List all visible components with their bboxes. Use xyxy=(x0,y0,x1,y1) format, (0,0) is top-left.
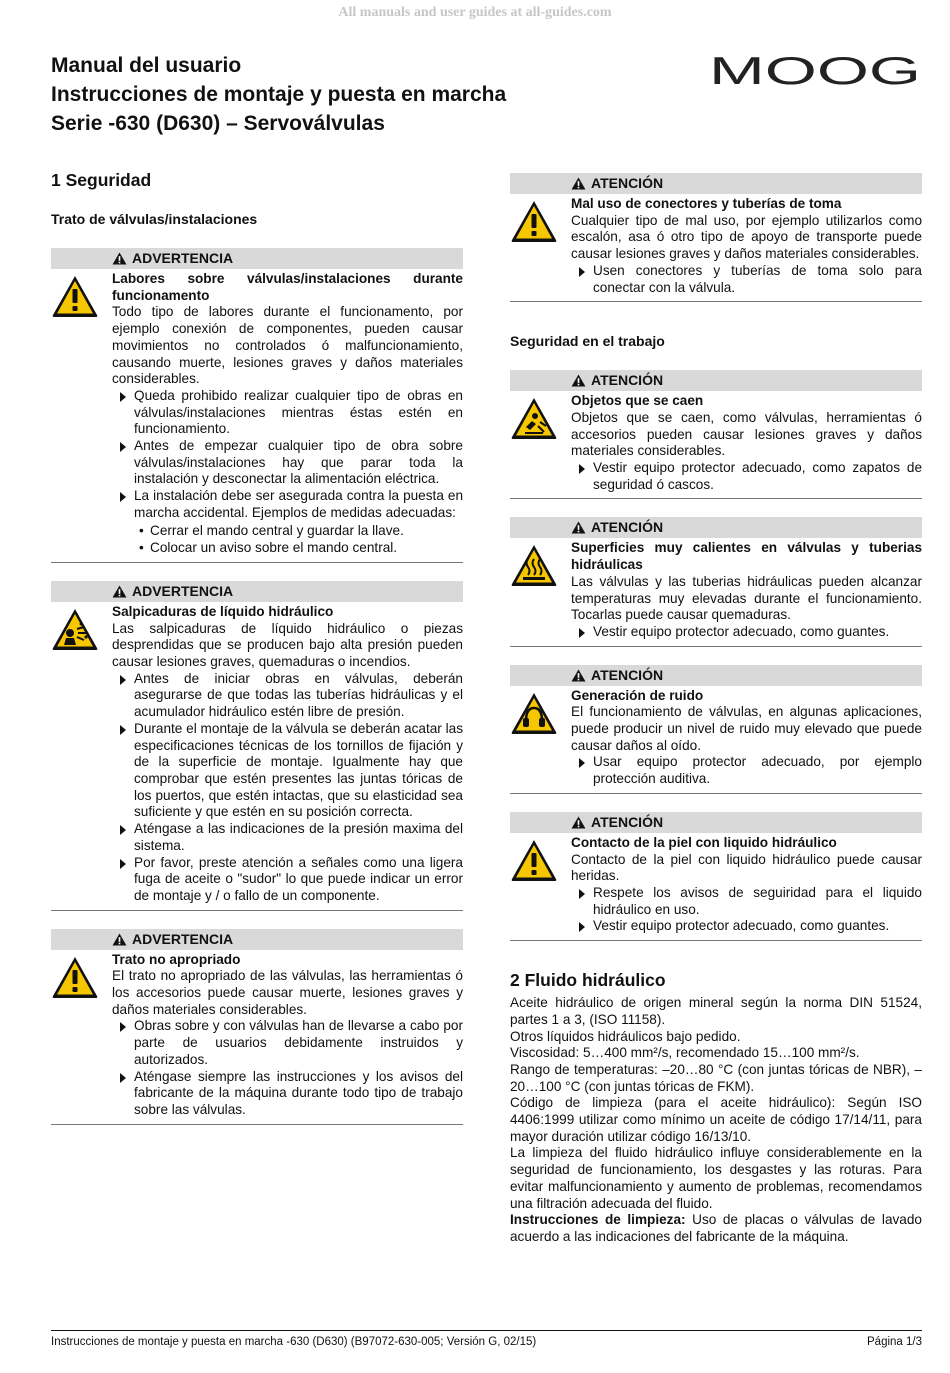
section-title: 2 Fluido hidráulico xyxy=(510,970,666,991)
warning-sign-icon xyxy=(571,177,586,190)
warning-box xyxy=(51,248,463,563)
caution-header xyxy=(510,517,922,538)
warning-sign-icon xyxy=(112,933,127,946)
svg-text:MOOG: MOOG xyxy=(709,54,921,86)
warning-title: Labores sobre válvulas/instalaciones durante funcionamento xyxy=(112,271,463,303)
sub-bullet-item: • Colocar un aviso sobre el mando central. xyxy=(139,540,398,556)
hydraulic-splash-icon xyxy=(51,607,99,651)
general-warning-icon xyxy=(510,199,558,243)
bullet-item: Obras sobre y con válvulas han de llevarse a cabo por parte de usuarios debidamente instruidos y autorizados. xyxy=(112,1018,463,1068)
bullet-item: Usen conectores y tuberías de toma solo para conectar con la válvula. xyxy=(571,263,922,296)
sub-bullet-item: • Cerrar el mando central y guardar la llave. xyxy=(139,522,404,538)
hot-surface-icon xyxy=(510,543,558,587)
bullet-arrow-icon xyxy=(120,442,126,452)
warning-sign-icon xyxy=(571,669,586,682)
noise-icon xyxy=(510,691,558,735)
caution-text: El funcionamiento de válvulas, en algunas aplicaciones, puede producir un nivel de ruido muy elevado que puede causar daños al oído. xyxy=(571,704,922,753)
moog-logo xyxy=(709,54,922,86)
paragraph: La limpieza del fluido hidráulico influye considerablemente en la seguridad de funcionamiento, los desgastes y las roturas. Para evitar malfuncionamiento y aumento de problemas, recomendamos una filtración adecuada del fluido. xyxy=(510,1145,922,1211)
warning-header xyxy=(51,581,463,602)
warning-title: Trato no apropriado xyxy=(112,951,241,967)
cleaning-text: Uso de placas o válvulas de lavado acuerdo a las indicaciones del fabricante de la máquina. xyxy=(510,1212,922,1244)
section-title: 1 Seguridad xyxy=(51,170,152,190)
caution-header xyxy=(510,812,922,833)
footer-document-info: Instrucciones de montaje y puesta en marcha -630 (D630) (B97072-630-005; Versión G, 02/15) xyxy=(51,1336,537,1348)
caution-label: ATENCIÓN xyxy=(591,519,664,536)
bullet-arrow-icon xyxy=(579,628,585,638)
bullet-arrow-icon xyxy=(579,922,585,932)
caution-body xyxy=(510,686,922,793)
footer-page-number: Página 1/3 xyxy=(867,1336,922,1348)
warning-body xyxy=(51,950,463,1124)
bullet-item: Usar equipo protector adecuado, por ejemplo protección auditiva. xyxy=(571,754,922,787)
bullet-arrow-icon xyxy=(120,825,126,835)
general-warning-icon xyxy=(51,955,99,999)
bullet-item: Por favor, preste atención a señales como una ligera fuga de aceite o "sudor" lo que puede indicar un error de montaje y / o fallo de un componente. xyxy=(112,855,463,905)
bullet-arrow-icon xyxy=(120,492,126,502)
bullet-item: Queda prohibido realizar cualquier tipo de obras en válvulas/instalaciones mientras éstas estén en funcionamiento. xyxy=(112,388,463,438)
caution-box xyxy=(510,173,922,302)
bullet-arrow-icon xyxy=(120,1073,126,1083)
paragraph: Viscosidad: 5…400 mm²/s, recomendado 15…100 mm²/s. xyxy=(510,1045,860,1061)
left-column xyxy=(51,168,463,1125)
caution-label: ATENCIÓN xyxy=(591,175,664,191)
bullet-item: Antes de iniciar obras en válvulas, deberán asegurarse de que todas las tuberías hidráulicas y el acumulador hidráulico estén libre de presión. xyxy=(112,671,463,721)
bullet-item: La instalación debe ser asegurada contra la puesta en marcha accidental. Ejemplos de medidas adecuadas: xyxy=(112,488,463,521)
caution-body xyxy=(510,194,922,301)
bullet-arrow-icon xyxy=(120,392,126,402)
caution-text: Las válvulas y las tuberias hidráulicas pueden alcanzar temperaturas muy elevadas durante el funcionamiento. Tocarlas puede causar quemaduras. xyxy=(571,573,922,623)
bullet-item: Vestir equipo protector adecuado, como guantes. xyxy=(571,918,922,935)
warning-label: ADVERTENCIA xyxy=(132,250,234,266)
bullet-item: Antes de empezar cualquier tipo de obra sobre válvulas/instalaciones hay que parar toda la instalación y desconectar la alimentación eléctrica. xyxy=(112,438,463,488)
bullet-arrow-icon xyxy=(120,725,126,735)
warning-box xyxy=(51,581,463,911)
title-line: Manual del usuario xyxy=(51,54,242,77)
warning-label: ADVERTENCIA xyxy=(132,582,234,599)
warning-sign-icon xyxy=(112,585,127,598)
title-line: Serie -630 (D630) – Servoválvulas xyxy=(51,112,385,135)
caution-box xyxy=(510,370,922,499)
subsection-title: Trato de válvulas/instalaciones xyxy=(51,211,258,227)
caution-body xyxy=(510,391,922,498)
caution-body xyxy=(510,538,922,645)
warning-sign-icon xyxy=(571,374,586,387)
caution-title: Objetos que se caen xyxy=(571,393,704,409)
bullet-arrow-icon xyxy=(579,267,585,277)
caution-title: Generación de ruido xyxy=(571,687,704,703)
bullet-arrow-icon xyxy=(120,859,126,869)
bullet-item: Vestir equipo protector adecuado, como zapatos de seguridad ó cascos. xyxy=(571,460,922,493)
caution-header xyxy=(510,665,922,686)
cleaning-label: Instrucciones de limpieza: xyxy=(510,1212,686,1228)
fluid-section-text xyxy=(510,995,922,1246)
watermark: All manuals and user guides at all-guides.com xyxy=(338,5,612,20)
bullet-arrow-icon xyxy=(120,675,126,685)
paragraph: Código de limpieza (para el aceite hidráulico): Según ISO 4406:1999 utilizar como mínimo un aceite de código 17/14/11, para mayor duración utilizar código 16/13/10. xyxy=(510,1095,922,1144)
bullet-arrow-icon xyxy=(579,889,585,899)
warning-text: Las salpicaduras de líquido hidráulico o piezas desprendidas que se producen bajo alta presión pueden causar lesiones graves, quemaduras o incendios. xyxy=(112,620,463,670)
footer-divider xyxy=(51,1330,922,1331)
subsection-title: Seguridad en el trabajo xyxy=(510,333,665,350)
caution-box xyxy=(510,812,922,941)
bullet-item: Aténgase siempre las instrucciones y los avisos del fabricante de la máquina durante todo tipo de trabajo sobre las válvulas. xyxy=(112,1069,463,1119)
caution-text: Objetos que se caen, como válvulas, herramientas ó accesorios pueden causar lesiones graves y daños materiales considerables. xyxy=(571,409,922,459)
document-title xyxy=(51,51,506,138)
caution-label: ATENCIÓN xyxy=(591,666,664,683)
caution-box xyxy=(510,665,922,794)
bullet-arrow-icon xyxy=(579,758,585,768)
caution-label: ATENCIÓN xyxy=(591,813,664,830)
warning-label: ADVERTENCIA xyxy=(132,930,234,947)
caution-header xyxy=(510,370,922,391)
caution-box xyxy=(510,517,922,646)
warning-header xyxy=(51,248,463,269)
warning-sign-icon xyxy=(571,521,586,534)
caution-title: Mal uso de conectores y tuberías de toma xyxy=(571,196,842,211)
warning-title: Salpicaduras de líquido hidráulico xyxy=(112,603,334,619)
cleaning-instructions xyxy=(510,1212,922,1245)
bullet-arrow-icon xyxy=(579,464,585,474)
warning-box xyxy=(51,929,463,1125)
caution-label: ATENCIÓN xyxy=(591,372,664,389)
falling-objects-icon xyxy=(510,396,558,440)
title-line: Instrucciones de montaje y puesta en marcha xyxy=(51,83,507,106)
paragraph: Rango de temperaturas: –20…80 °C (con juntas tóricas de NBR), –20…100 °C (con juntas tóricas de FKM). xyxy=(510,1061,922,1094)
caution-title: Superficies muy calientes en válvulas y tuberias hidráulicas xyxy=(571,540,922,573)
bullet-item: Respete los avisos de seguiridad para el liquido hidráulico en uso. xyxy=(571,885,922,918)
warning-sign-icon xyxy=(571,816,586,829)
general-warning-icon xyxy=(510,838,558,882)
caution-text: Contacto de la piel con liquido hidráulico puede causar heridas. xyxy=(571,851,922,884)
bullet-item: Aténgase a las indicaciones de la presión maxima del sistema. xyxy=(112,821,463,854)
caution-body xyxy=(510,833,922,940)
bullet-item: Durante el montaje de la válvula se deberán acatar las especificaciones técnicas de los tornillos de fijación y de la superficie de montaje. Igualmente hay que comprobar que estén presentes las juntas tóricas de los puertos, que estén intactas, que su elasticidad sea suficiente y que estén en su posición correcta. xyxy=(112,721,463,821)
bullet-arrow-icon xyxy=(120,1022,126,1032)
warning-text: El trato no apropriado de las válvulas, las herramientas ó los accesorios puede causar muerte, lesiones graves y daños materiales considerables. xyxy=(112,968,463,1017)
warning-body xyxy=(51,602,463,910)
warning-body xyxy=(51,269,463,562)
general-warning-icon xyxy=(51,274,99,318)
warning-header xyxy=(51,929,463,950)
right-column xyxy=(510,173,922,1246)
paragraph: Aceite hidráulico de origen mineral según la norma DIN 51524, partes 1 a 3, (ISO 11158). xyxy=(510,995,922,1027)
caution-header xyxy=(510,173,922,194)
caution-title: Contacto de la piel con liquido hidráulico xyxy=(571,834,837,850)
caution-text: Cualquier tipo de mal uso, por ejemplo utilizarlos como escalón, asa ó otro tipo de apoyo de transporte puede causar lesiones graves y daños materiales considerables. xyxy=(571,212,922,262)
bullet-item: Vestir equipo protector adecuado, como guantes. xyxy=(571,624,922,641)
warning-sign-icon xyxy=(112,252,127,265)
paragraph: Otros líquidos hidráulicos bajo pedido. xyxy=(510,1028,741,1044)
warning-text: Todo tipo de labores durante el funcionamento, por ejemplo conexión de componentes, pueden causar movimientos no controlados ó malfuncionamiento, causando muerte, lesiones graves y daños materiales considerables. xyxy=(112,304,463,387)
